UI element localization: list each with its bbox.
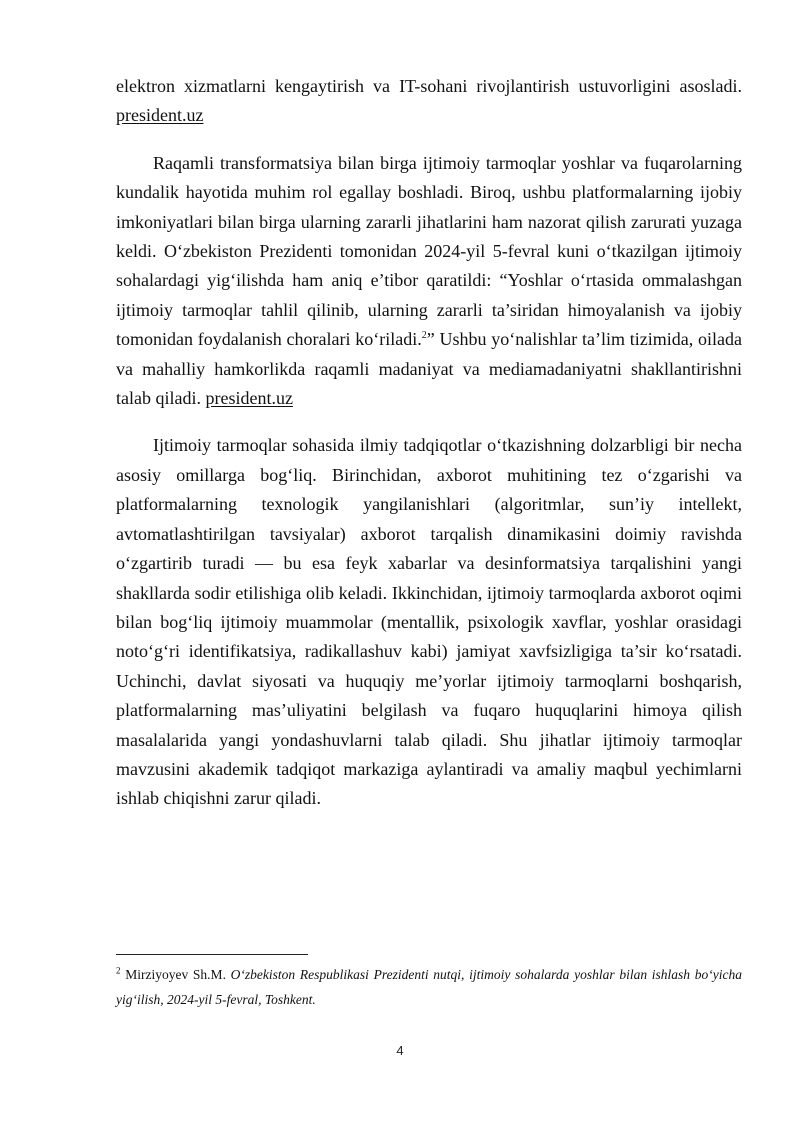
footnote-title: O‘zbekiston Respublikasi Prezidenti nutqi, ijtimoiy sohalarda yoshlar bilan ishlash bo‘yicha yig‘ilish, 2024-yil 5-fevral, Toshkent. [116,967,742,1007]
footnote-reference[interactable]: 2 [421,330,427,342]
footnote-author: Mirziyoyev Sh.M. [120,967,231,982]
paragraph-1 [116,72,742,131]
footnote [116,962,742,1012]
paragraph-1-text: elektron xizmatlarni kengaytirish va IT-sohani rivojlantirish ustuvorligini asosladi. [116,76,742,96]
paragraph-3 [116,431,742,813]
paragraph-2-text: Raqamli transformatsiya bilan birga ijtimoiy tarmoqlar yoshlar va fuqarolarning kundalik hayotida muhim rol egallay boshladi. Biroq, ushbu platformalarning ijobiy imkoniyatlari bilan birga ularning zararli jihatlarini ham nazorat qilish zarurati yuzaga keldi. O‘zbekiston Prezidenti tomonidan 2024-yil 5-fevral kuni o‘tkazilgan ijtimoiy sohalardagi yig‘ilishda ham aniq e’tibor qaratildi: “Yoshlar o‘rtasida ommalashgan ijtimoiy tarmoqlar tahlil qilinib, ularning zararli ta’siridan himoyalanish va ijobiy tomonidan foydalanish choralari ko‘riladi. [116,152,742,350]
paragraph-3-text: Ijtimoiy tarmoqlar sohasida ilmiy tadqiqotlar o‘tkazishning dolzarbligi bir necha asosiy omillarga bog‘liq. Birinchidan, axborot muhitining tez o‘zgarishi va platformalarning texnologik yangilanishlari (algoritmlar, sun’iy intellekt, avtomatlashtirilgan tavsiyalar) axborot tarqalish dinamikasini doimiy ravishda o‘zgartirib turadi — bu esa feyk xabarlar va desinformatsiya tarqalishini yangi shakllarda sodir etilishiga olib keladi. Ikkinchidan, ijtimoiy tarmoqlarda axborot oqimi bilan bog‘liq ijtimoiy muammolar (mentallik, psixologik xavflar, yoshlar orasidagi noto‘g‘ri identifikatsiya, radikallashuv kabi) jamiyat xavfsizligiga ta’sir ko‘rsatadi. Uchinchi, davlat siyosati va huquqiy me’yorlar ijtimoiy tarmoqlarni boshqarish, platformalarning mas’uliyatini belgilash va fuqaro huquqlarini himoya qilish masalalarida yangi yondashuvlarni talab qiladi. Shu jihatlar ijtimoiy tarmoqlar mavzusini akademik tadqiqot markaziga aylantiradi va amaliy maqbul yechimlarni ishlab chiqishni zarur qiladi. [116,435,742,809]
source-link[interactable]: president.uz [205,388,293,409]
paragraph-2-text-after: ” Ushbu yo‘nalishlar ta’lim tizimida, oilada va mahalliy hamkorlikda raqamli madaniyat va mediamadaniyatni shakllantirishni talab qiladi. [116,329,742,409]
source-link[interactable]: president.uz [116,105,204,126]
body-text [116,72,742,832]
paragraph-2 [116,149,742,414]
footnote-divider [116,954,308,955]
page-number: 4 [396,1043,404,1058]
footnote-number: 2 [116,965,121,976]
